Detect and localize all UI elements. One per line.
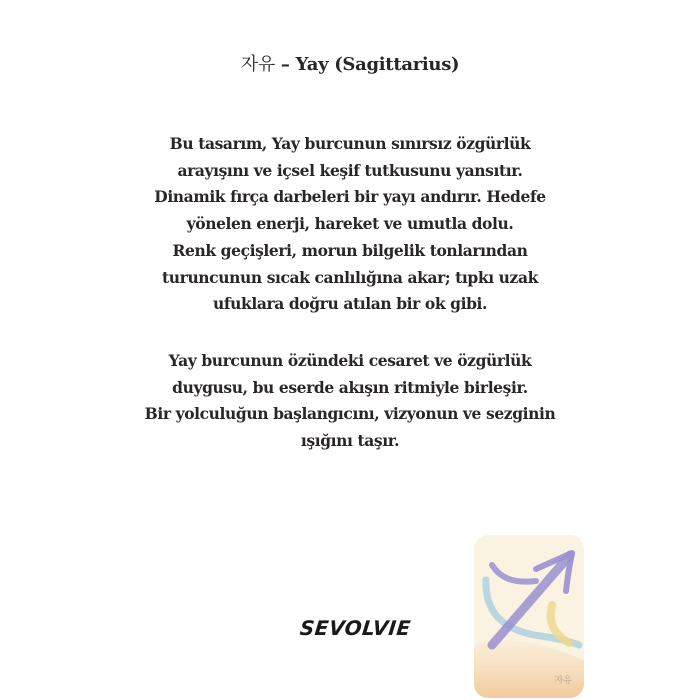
text-line: ışığını taşır. xyxy=(300,431,400,451)
text-line: turuncunun sıcak canlılığına akar; tıpkı uzak xyxy=(162,267,538,287)
text-line: Bu tasarım, Yay burcunun sınırsız özgürlük xyxy=(169,134,531,153)
title-separator: – xyxy=(274,54,296,75)
text-line: Renk geçişleri, morun bilgelik tonlarından xyxy=(172,240,528,260)
description-paragraph-2 xyxy=(100,348,600,455)
text-line: duygusu, bu eserde akışın ritmiyle birleşir. xyxy=(172,377,528,397)
card-label: 자유 xyxy=(554,676,572,686)
title-korean: 자유 xyxy=(240,54,275,75)
brand-logo: SEVOLVIE xyxy=(298,616,413,640)
text-line: Bir yolculuğun başlangıcını, vizyonun ve sezginin xyxy=(144,404,556,424)
text-line: Dinamik fırça darbeleri bir yayı andırır. Hedefe xyxy=(154,187,546,207)
text-line: Yay burcunun özündeki cesaret ve özgürlük xyxy=(168,351,532,370)
text-line: ufuklara doğru atılan bir ok gibi. xyxy=(212,294,488,314)
title-main: Yay (Sagittarius) xyxy=(295,54,460,75)
text-line: yönelen enerji, hareket ve umutla dolu. xyxy=(186,214,514,234)
description-paragraph-1 xyxy=(100,131,600,318)
artwork-card xyxy=(474,535,584,698)
page-title xyxy=(0,50,700,76)
text-line: arayışını ve içsel keşif tutkusunu yansıtır. xyxy=(177,160,523,180)
